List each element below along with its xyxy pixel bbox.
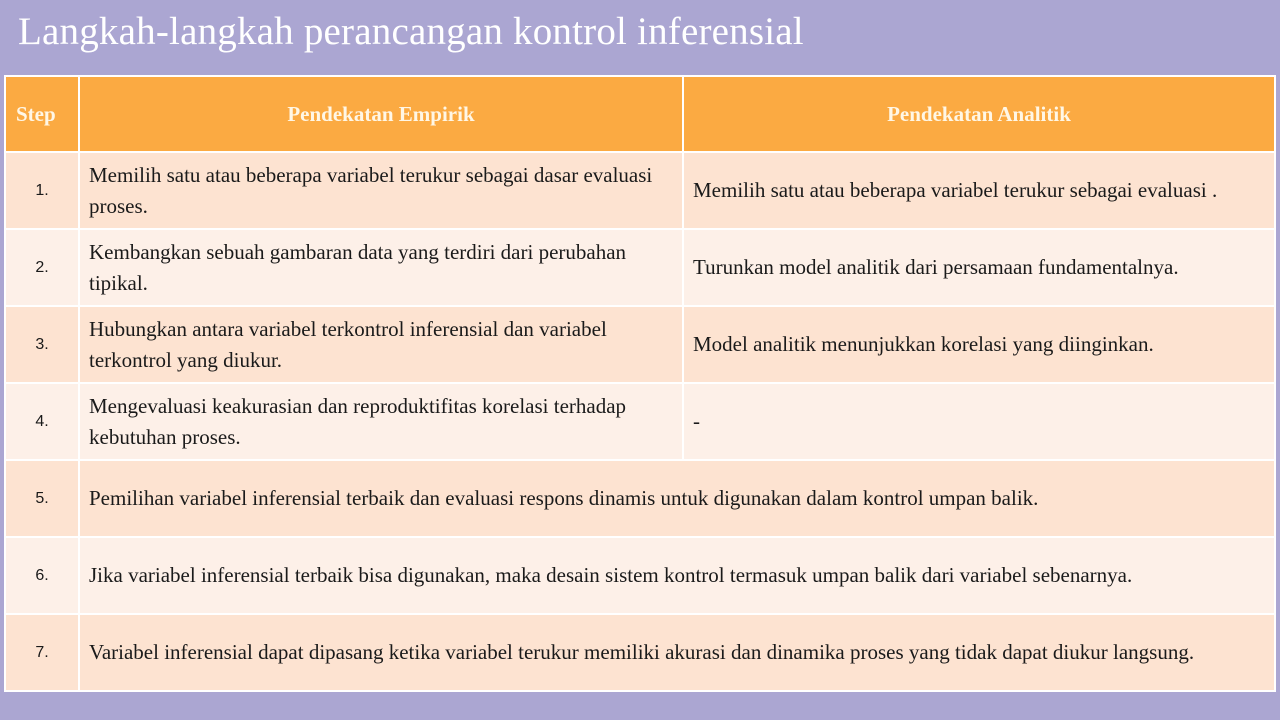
table-row — [5, 614, 1275, 691]
table-header-row — [5, 76, 1275, 152]
table-row — [5, 537, 1275, 614]
step-number: 6. — [5, 537, 79, 614]
table-row — [5, 383, 1275, 460]
empirik-cell: Mengevaluasi keakurasian dan reproduktifitas korelasi terhadap kebutuhan proses. — [79, 383, 683, 460]
header-analitik: Pendekatan Analitik — [683, 76, 1275, 152]
analitik-cell: Model analitik menunjukkan korelasi yang diinginkan. — [683, 306, 1275, 383]
table-row — [5, 229, 1275, 306]
header-empirik: Pendekatan Empirik — [79, 76, 683, 152]
step-number: 5. — [5, 460, 79, 537]
combined-cell: Variabel inferensial dapat dipasang ketika variabel terukur memiliki akurasi dan dinamika proses yang tidak dapat diukur langsung. — [79, 614, 1275, 691]
combined-cell: Pemilihan variabel inferensial terbaik dan evaluasi respons dinamis untuk digunakan dalam kontrol umpan balik. — [79, 460, 1275, 537]
empirik-cell: Kembangkan sebuah gambaran data yang terdiri dari perubahan tipikal. — [79, 229, 683, 306]
step-number: 2. — [5, 229, 79, 306]
step-number: 7. — [5, 614, 79, 691]
table-row — [5, 152, 1275, 229]
header-step: Step — [5, 76, 79, 152]
analitik-cell: Memilih satu atau beberapa variabel terukur sebagai evaluasi . — [683, 152, 1275, 229]
step-number: 3. — [5, 306, 79, 383]
slide-title: Langkah-langkah perancangan kontrol inferensial — [18, 10, 804, 53]
steps-table — [4, 75, 1276, 692]
analitik-cell: Turunkan model analitik dari persamaan fundamentalnya. — [683, 229, 1275, 306]
analitik-cell: - — [683, 383, 1275, 460]
step-number: 4. — [5, 383, 79, 460]
combined-cell: Jika variabel inferensial terbaik bisa digunakan, maka desain sistem kontrol termasuk umpan balik dari variabel sebenarnya. — [79, 537, 1275, 614]
step-number: 1. — [5, 152, 79, 229]
table-row — [5, 460, 1275, 537]
empirik-cell: Hubungkan antara variabel terkontrol inferensial dan variabel terkontrol yang diukur. — [79, 306, 683, 383]
table-row — [5, 306, 1275, 383]
empirik-cell: Memilih satu atau beberapa variabel terukur sebagai dasar evaluasi proses. — [79, 152, 683, 229]
